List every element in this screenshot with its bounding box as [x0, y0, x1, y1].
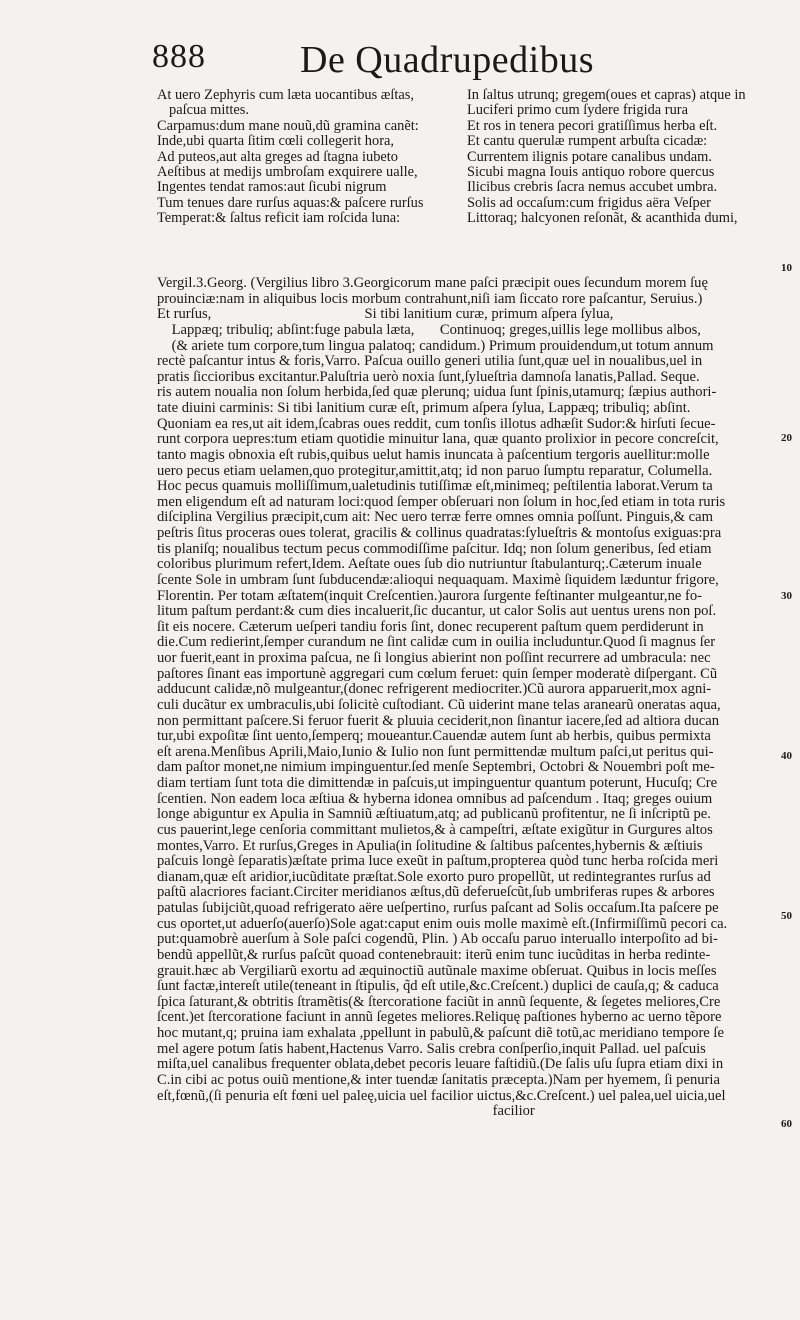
prose-line: eſt,fœnũ,(ſi penuria eſt fœni uel paleę,uicia uel facilior uictus,&c.Creſcent.) uel palea,uel uicia,uel [157, 1088, 726, 1104]
prose-line: ſit eis nocere. Cæterum ueſperi tandiu foris ſint, donec recuperent paſtum quem perdiderunt in [157, 619, 704, 635]
prose-line: adducunt calidæ,nõ mulgeantur,(donec refrigerent mediocriter.)Cũ aurora apparuerit,mox agni- [157, 682, 712, 698]
prose-line: Vergil.3.Georg. (Vergilius libro 3.Georgicorum mane paſci præcipit oues ſecundum morem ſuę [157, 276, 708, 291]
prose-line: rectè paſcantur intus & foris,Varro. Paſcua ouillo generi utilia ſunt,quæ uel in noualibus,uel in [157, 354, 703, 370]
verse-line: Solis ad occaſum:cum frigidus aëra Veſper [467, 195, 711, 211]
verse-line: Inde,ubi quarta ſitim cœli collegerit hora, [157, 134, 394, 150]
prose-line: dianam,quæ eſt aridior,iucũditate præſtat.Sole exorto puro propellũt, ut redintegrantes rurſus ad [157, 869, 711, 885]
prose-line: longe abiguntur ex Apulia in Samniũ æſtiuatum,atq; ad publicanũ profitentur, ne ſi inſcriptũ pe. [157, 807, 711, 823]
verse-line: In ſaltus utrunq; gregem(oues et capras) atque in [467, 88, 746, 103]
prose-line: montes,Varro. Et rurſus,Greges in Apulia(in ſolitudine & ſaltibus paſcentes,hybernis & æſtiuis [157, 838, 703, 854]
prose-line: diam tertiam ſunt tota die dimittendæ in paſcuis,ut impinguentur quantum poterunt, Hucuſq; Cre [157, 776, 718, 791]
prose-line: grauit.hæc ab Vergiliarũ exortu ad æquinoctiũ autũnale maxime obſeruat. Quibus in locis meſſes [157, 963, 717, 979]
margin-number: 30 [781, 590, 792, 602]
verse-block [157, 88, 785, 276]
verse-line: Temperat:& ſaltus reficit iam roſcida luna: [157, 211, 401, 227]
verse-line: Littoraq; halcyonen reſonãt, & acanthida dumi, [467, 211, 738, 227]
prose-line: hoc mutant,q; pruina iam exhalata ,ppellunt in pabulũ,& paſcunt diẽ totũ,ac meridiano tempore ſe [157, 1026, 724, 1041]
prose-line: tate diuini carminis: Si tibi lanitium curæ eſt, primum aſpera ſylua, Lappæq; tribuliq; abſint. [157, 401, 691, 416]
prose-line: men eligendum eſt ad naturam loci:quod ſemper obſeruari non ſolum in hoc,ſed etiam in tota ruris [157, 494, 726, 510]
prose-line: put:quamobrè auerſum à Sole paſci cogendũ, Plin. ) Ab occaſu paruo interuallo interpoſito ad bi- [157, 932, 718, 948]
prose-line: (& ariete tum corpore,tum lingua palatoq; candidum.) Primum prouidendum,ut totum annum [157, 338, 714, 354]
margin-number: 20 [781, 432, 792, 444]
prose-line: ſpica ſaturant,& obtritis ſtramẽtis(& ſtercoratione faciũt in annũ ſequente, & ſegetes meliores,Cre [157, 994, 721, 1010]
prose-line: uor fuerit,eant in proxima paſcua, ne ſi longius abierint non poſſint recurrere ad umbracula: nec [157, 651, 711, 666]
prose-line: die.Cum redierint,ſemper curandum ne ſint calidæ cum in ouilia includuntur.Quod ſi magnus ſer [157, 635, 716, 651]
prose-line: ſcentien. Non eadem loca æſtiua & hyberna idonea omnibus ad paſcendum . Itaq; greges ouium [157, 791, 713, 807]
running-title: De Quadrupedibus [300, 39, 594, 81]
prose-line: patulas ſubijciũt,quoad refrigerato aëre ueſpertino, rurſus paſcant ad Solis occaſum.Ita paſcere pe [157, 901, 719, 916]
prose-line: bendũ appellũt,& rurſus paſcũt quoad contenebrauit: iterũ enim tunc iucũditas in herba redinte- [157, 947, 711, 963]
prose-line: litum paſtum perdant:& cum dies incaluerit,ſic ducantur, ut calor Solis aut uentus urens non poſ. [157, 604, 717, 620]
prose-line: miſta,uel canalibus frequenter oblata,debet pecoris leuare faſtidiũ.(De ſalis uſu ſupra etiam dixi in [157, 1057, 724, 1073]
prose-line: paſcuis longè ſeparatis)æſtate prima luce exeũt in paſtum,propterea quòd tunc herba roſcida meri [157, 854, 719, 870]
prose-line: non permittant paſcere.Si feruor fuerit & pluuia ceciderit,non ſinantur iacere,ſed ad altiora ducan [157, 713, 720, 729]
prose-block [157, 276, 785, 1120]
prose-line: ſcente Sole in umbram ſunt ſubducendæ:alioqui nequaquam. Maximè ſiquidem læduntur frigore, [157, 572, 719, 588]
verse-line: Aeſtibus at medijs umbroſam exquirere ualle, [157, 165, 418, 181]
prose-line: coloribus plurimum refert,Idem. Aeſtate oues ſub dio nutriuntur ſtabulanturq;.Cæterum inuale [157, 557, 702, 573]
prose-line: tis planiſq; noualibus tectum pecus commodiſſime paſcitur. Idq; non ſolum generibus, ſed etiam [157, 541, 712, 557]
prose-line: dam paſtor monet,ne nimium impinguentur.ſed menſe Septembri, Octobri & Nouembri poſt me- [157, 760, 715, 776]
prose-line: ſunt factæ,intereſt utile(teneant in ſtipulis, q̃d eſt utile,&c.Creſcent.) duplici de cauſa,q; & caduca [157, 979, 719, 995]
prose-line: Florentin. Per totam æſtatem(inquit Creſcentien.)aurora ſurgente feſtinanter mulgeantur,ne fo- [157, 588, 703, 604]
verse-column-right [467, 88, 785, 227]
prose-line: cus pauerint,lege cenſoria committant mulietos,& à campeſtri, æſtate exigũtur in Gurgures altos [157, 822, 713, 838]
verse-line: paſcua mittes. [169, 103, 249, 119]
prose-line: tur,ubi expoſitæ ſint uento,ſemperq; moueantur.Cauendæ autem ſunt ab herbis, quibus permixta [157, 729, 711, 745]
prose-line: diſciplina Vergilius præcipit,cum ait: Nec uero terræ ferre omnes omnia poſſunt. Pinguis,& cam [157, 510, 713, 526]
prose-line: ris autem noualia non ſolum herbida,ſed quæ plerunq; uidua ſunt ſpinis,utamurq; ſæpius authori- [157, 385, 717, 401]
verse-line: Luciferi primo cum ſydere frigida rura [467, 103, 688, 119]
prose-line: prouinciæ:nam in aliquibus locis morbum contrahunt,niſi iam ſiccato rore paſcantur, Seruius.) [157, 291, 703, 307]
margin-number: 60 [781, 1118, 792, 1130]
prose-line: Hoc pecus quamuis molliſſimum,ualetudinis tutiſſimæ eſt,minimeq; peſtilentia laborat.Verum ta [157, 479, 713, 495]
prose-line: ſcent.)et ſtercoratione faciunt in annũ ſegetes meliores.Reliquę paſtiones hyberno ac uerno tẽpore [157, 1010, 722, 1026]
verse-line: Et ros in tenera pecori gratiſſimus herba eſt. [467, 118, 718, 134]
prose-line: tanto magis obnoxia eſt rubis,quibus uelut hamis inuncata à paſcentium tergoris auellitur:molle [157, 447, 710, 463]
prose-line: pratis ſiccioribus excitantur.Paluſtria uerò noxia ſunt,ſylueſtria damnoſa lanatis,Pallad. Seque. [157, 369, 700, 385]
prose-line: Et rurſus, Si tibi lanitium curæ, primum aſpera ſylua, [157, 307, 614, 323]
page-body [157, 88, 785, 1120]
verse-line: Ilicibus crebris ſacra nemus accubet umbra. [467, 180, 718, 196]
verse-line: Ingentes tendat ramos:aut ſicubi nigrum [157, 180, 387, 196]
page-number: 888 [152, 38, 206, 75]
margin-number: 10 [781, 262, 792, 274]
verse-line: Tum tenues dare rurſus aquas:& paſcere rurſus [157, 195, 424, 211]
prose-line: culi ducãtur ex umbraculis,ubi ſolicitè cuſtodiant. Cũ uiderint mane telas aranearũ oneratas aqua, [157, 697, 721, 713]
prose-line: peſtris ſitus proceras oues tolerat, gracilis & collinus quadratas:ſylueſtris & montoſus exiguas:pra [157, 526, 722, 541]
verse-line: Ad puteos,aut alta greges ad ſtagna iubeto [157, 149, 398, 165]
verse-line: Currentem ilignis potare canalibus undam. [467, 149, 712, 165]
verse-line: Carpamus:dum mane nouũ,dũ gramina canẽt: [157, 118, 419, 134]
prose-line: C.in cibi ac potus ouiũ mentione,& inter tuendæ ſanitatis præcepta.)Nam per hyemem, ſi penuria [157, 1072, 720, 1088]
prose-line: paſtũ alacriores faciant.Circiter meridianos æſtus,dũ deferueſcũt,ſub umbriferas rupes & arbores [157, 885, 715, 901]
prose-line: runt corpora uepres:tum etiam quotidie minuitur lana, quæ quanto prolixior in pecore concreſcit, [157, 432, 719, 448]
margin-number: 50 [781, 910, 792, 922]
prose-line: paſtores ſinant eas importunè aggregari cum cœlum feruet: quin ſemper moderatè diſpergant. Cũ [157, 666, 718, 682]
margin-number: 40 [781, 750, 792, 762]
verse-line: At uero Zephyris cum læta uocantibus æſtas, [157, 88, 414, 103]
prose-line: uero pecus etiam uelamen,quo protegitur,amittit,atq; id non paruo ſumptu reparatur, Columella. [157, 463, 713, 479]
verse-column-left [157, 88, 462, 227]
prose-line: Lappæq; tribuliq; abſint:fuge pabula læta, Continuoq; greges,uillis lege mollibus albos, [157, 322, 701, 338]
page-header [152, 38, 622, 90]
prose-line: eſt arena.Menſibus Aprili,Maio,Iunio & Iulio non ſunt permittendæ multum paſci,ut peritus qui- [157, 744, 714, 760]
prose-line: cus oportet,ut aduerſo(auerſo)Sole agat:caput enim ouis molle maximè eſt.(Infirmiſſimũ pecori ca. [157, 916, 728, 932]
prose-line: mel agere potum ſatis habent,Hactenus Varro. Salis crebra conſperſio,inquit Pallad. uel paſcuis [157, 1041, 706, 1057]
verse-line: Sicubi magna Iouis antiquo robore quercus [467, 165, 715, 181]
prose-line: facilior [157, 1104, 535, 1120]
verse-line: Et cantu querulæ rumpent arbuſta cicadæ: [467, 134, 708, 150]
prose-line: Quoniam ea res,ut ait idem,ſcabras oues reddit, cum tonſis illotus adhæſit Sudor:& hirſuti ſecue- [157, 416, 716, 432]
